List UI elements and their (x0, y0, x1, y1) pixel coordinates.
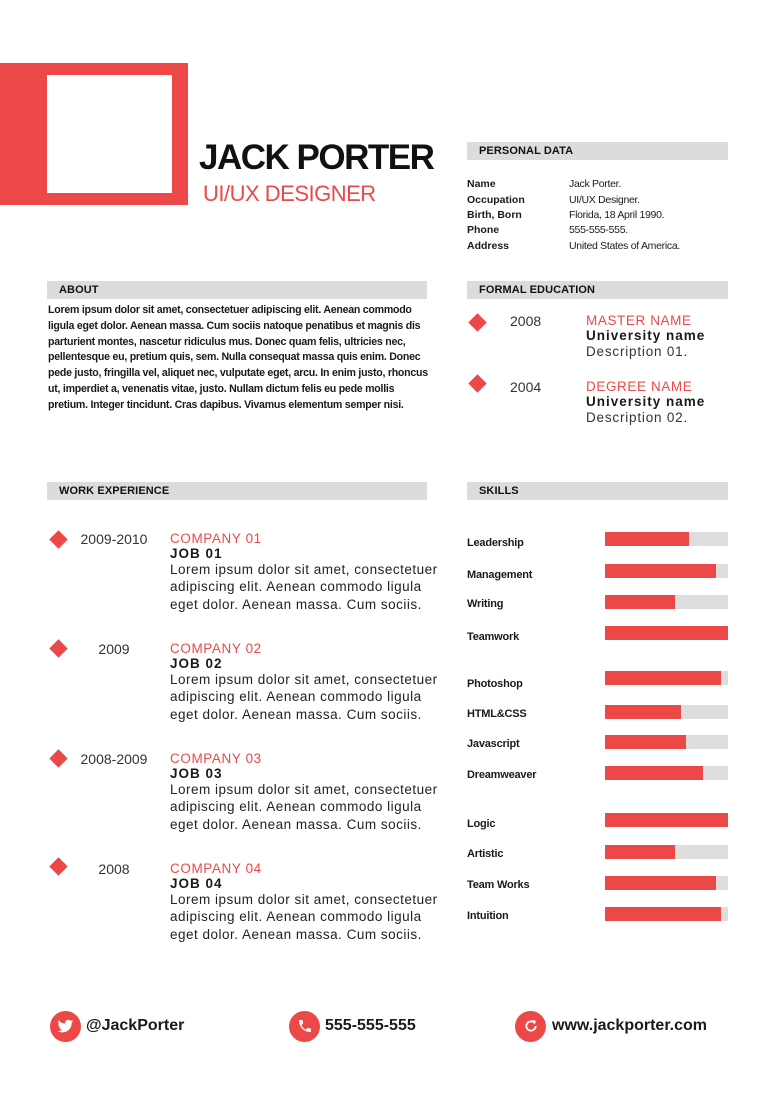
skill-bar-track (605, 813, 728, 827)
skill-bar-fill (605, 671, 721, 685)
skill-bar-track (605, 907, 728, 921)
skill-label: HTML&CSS (467, 708, 527, 720)
skill-bar-fill (605, 845, 675, 859)
work-job: JOB 04 (170, 876, 223, 891)
skill-label: Logic (467, 818, 496, 830)
work-company: COMPANY 02 (170, 641, 262, 656)
skill-bar-track (605, 845, 728, 859)
personal-value: 555-555-555. (569, 224, 628, 236)
work-job: JOB 03 (170, 766, 223, 781)
website-url[interactable]: www.jackporter.com (552, 1017, 708, 1034)
skill-label: Photoshop (467, 678, 523, 690)
skill-bar-fill (605, 564, 716, 578)
work-heading: WORK EXPERIENCE (47, 482, 427, 500)
skill-label: Writing (467, 598, 504, 610)
work-description: Lorem ipsum dolor sit amet, consectetuer adipiscing elit. Aenean commodo ligula eget dolor. Aenean massa. Cum sociis. (170, 672, 438, 722)
personal-data-heading: PERSONAL DATA (467, 142, 728, 160)
skill-label: Team Works (467, 879, 530, 891)
skill-bar-fill (605, 876, 716, 890)
personal-row-birth (467, 207, 737, 223)
skill-bar-fill (605, 595, 675, 609)
skill-label: Javascript (467, 738, 520, 750)
personal-value: Florida, 18 April 1990. (569, 209, 665, 221)
work-description: Lorem ipsum dolor sit amet, consectetuer adipiscing elit. Aenean commodo ligula eget dolor. Aenean massa. Cum sociis. (170, 562, 438, 612)
personal-value: UI/UX Designer. (569, 194, 640, 206)
skill-label: Dreamweaver (467, 769, 537, 781)
candidate-role: UI/UX DESIGNER (203, 181, 376, 206)
personal-row-occupation (467, 192, 737, 208)
skill-bar-track (605, 766, 728, 780)
personal-label: Phone (467, 224, 500, 236)
skill-bar-fill (605, 705, 681, 719)
bullet-diamond-icon (468, 374, 486, 392)
phone-number[interactable]: 555-555-555 (325, 1017, 416, 1034)
work-year: 2009 (98, 641, 130, 657)
work-description: Lorem ipsum dolor sit amet, consectetuer adipiscing elit. Aenean commodo ligula eget dolor. Aenean massa. Cum sociis. (170, 892, 438, 942)
personal-row-phone (467, 222, 737, 238)
candidate-name: JACK PORTER (199, 138, 434, 177)
skill-bar-track (605, 626, 728, 640)
education-description: Description 02. (586, 410, 689, 425)
work-job: JOB 01 (170, 546, 223, 561)
work-year: 2009-2010 (80, 531, 148, 547)
personal-row-name (467, 176, 737, 192)
skill-bar-track (605, 564, 728, 578)
twitter-handle[interactable]: @JackPorter (86, 1017, 185, 1034)
skill-label: Artistic (467, 848, 504, 860)
work-company: COMPANY 04 (170, 861, 262, 876)
about-heading: ABOUT (47, 281, 427, 299)
personal-label: Name (467, 178, 496, 190)
skill-bar-fill (605, 766, 703, 780)
personal-value: United States of America. (569, 240, 680, 252)
skill-label: Teamwork (467, 631, 519, 643)
personal-value: Jack Porter. (569, 178, 621, 190)
work-company: COMPANY 03 (170, 751, 262, 766)
education-description: Description 01. (586, 344, 689, 359)
about-text: Lorem ipsum dolor sit amet, consectetuer adipiscing elit. Aenean commodo ligula eget dolor. Aenean massa. Cum sociis natoque penatibus et magnis dis parturient montes, nascetur ridiculus mus. Donec quam felis, ultricies nec, pellentesque eu, pretium quis, sem. Nulla consequat massa quis enim. Donec pede justo, fringilla vel, aliquet nec, vulputate eget, arcu. In enim justo, rhoncus ut, imperdiet a, venenatis vitae, justo. Nullam dictum felis eu pede mollis pretium. Integer tincidunt. Cras dapibus. Vivamus elementum semper nisi. (48, 304, 428, 411)
skill-bar-track (605, 532, 728, 546)
personal-label: Address (467, 240, 510, 252)
work-year: 2008 (98, 861, 130, 877)
profile-photo-placeholder (47, 75, 172, 193)
education-university: University name (586, 394, 706, 409)
skill-bar-track (605, 876, 728, 890)
skill-bar-fill (605, 907, 721, 921)
education-title: DEGREE NAME (586, 379, 693, 394)
education-heading: FORMAL EDUCATION (467, 281, 728, 299)
skills-heading: SKILLS (467, 482, 728, 500)
skill-bar-fill (605, 813, 728, 827)
personal-label: Birth, Born (467, 209, 522, 221)
skill-bar-track (605, 671, 728, 685)
work-description: Lorem ipsum dolor sit amet, consectetuer adipiscing elit. Aenean commodo ligula eget dolor. Aenean massa. Cum sociis. (170, 782, 438, 832)
skill-label: Intuition (467, 910, 509, 922)
education-title: MASTER NAME (586, 313, 692, 328)
bullet-diamond-icon (468, 313, 486, 331)
website-icon[interactable] (515, 1011, 546, 1042)
work-company: COMPANY 01 (170, 531, 262, 546)
education-year: 2004 (510, 379, 542, 395)
skill-bar-track (605, 595, 728, 609)
skill-bar-fill (605, 532, 689, 546)
work-year: 2008-2009 (80, 751, 148, 767)
twitter-icon[interactable] (50, 1011, 81, 1042)
work-job: JOB 02 (170, 656, 223, 671)
personal-row-address (467, 238, 737, 254)
skill-label: Leadership (467, 537, 524, 549)
skill-bar-fill (605, 735, 686, 749)
skill-bar-track (605, 735, 728, 749)
skill-label: Management (467, 569, 533, 581)
education-university: University name (586, 328, 706, 343)
skill-bar-track (605, 705, 728, 719)
education-year: 2008 (510, 313, 542, 329)
phone-icon[interactable] (289, 1011, 320, 1042)
skill-bar-fill (605, 626, 728, 640)
personal-label: Occupation (467, 194, 525, 206)
